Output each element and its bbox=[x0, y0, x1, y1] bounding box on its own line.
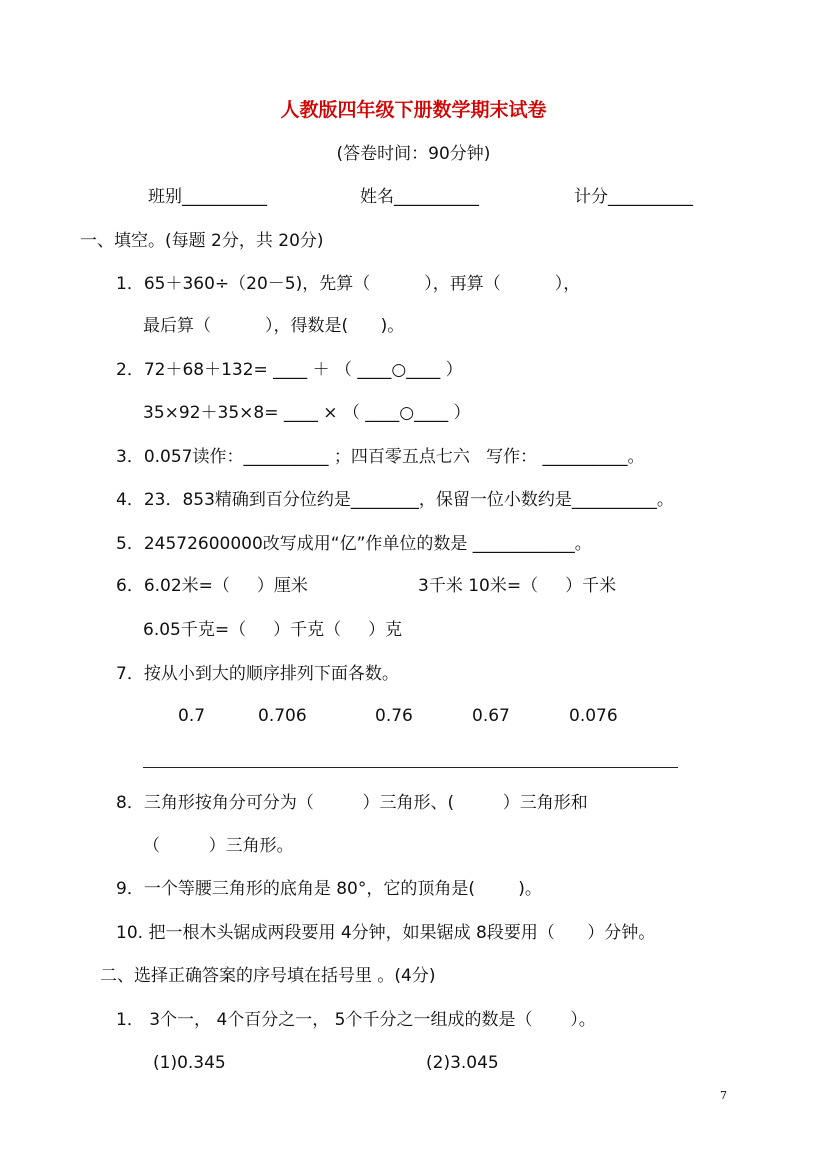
question-3: 3．0.057读作：__________ ；四百零五点七六 写作： __________。 bbox=[116, 447, 645, 467]
question-7-number: 0.76 bbox=[375, 706, 413, 726]
question-7-number: 0.7 bbox=[178, 706, 206, 726]
question-6-line-1-b: 3千米 10米=（ ）千米 bbox=[418, 576, 617, 596]
page-title: 人教版四年级下册数学期末试卷 bbox=[280, 99, 547, 121]
class-field: 班别__________ bbox=[148, 187, 267, 207]
question-2-line-2: 35×92＋35×8= ____ × （ ____○____ ） bbox=[143, 403, 471, 423]
question-6-line-1-a: 6．6.02米=（ ）厘米 bbox=[116, 576, 308, 596]
question-8-line-1: 8．三角形按角分可分为（ ）三角形、( ）三角形和 bbox=[116, 793, 588, 813]
question-8-line-2: （ ）三角形。 bbox=[143, 836, 294, 856]
choice-option: (2)3.045 bbox=[426, 1053, 499, 1073]
question-7-number: 0.076 bbox=[569, 706, 618, 726]
question-1-line-2: 最后算（ ），得数是( )。 bbox=[143, 316, 405, 336]
question-9: 9．一个等腰三角形的底角是 80°，它的顶角是( )。 bbox=[116, 879, 542, 899]
question-4: 4．23．853精确到百分位约是________，保留一位小数约是__________。 bbox=[116, 490, 674, 510]
question-10: 10. 把一根木头锯成两段要用 4分钟，如果锯成 8段要用（ ）分钟。 bbox=[116, 923, 656, 943]
choice-question-1: 1． 3个一， 4个百分之一， 5个千分之一组成的数是（ ）。 bbox=[116, 1010, 596, 1030]
score-field: 计分__________ bbox=[574, 187, 693, 207]
question-5: 5．24572600000改写成用“亿”作单位的数是 ____________。 bbox=[116, 534, 592, 554]
question-7-number: 0.706 bbox=[258, 706, 307, 726]
question-7-number: 0.67 bbox=[472, 706, 510, 726]
question-2-line-1: 2．72＋68＋132= ____ ＋ （ ____○____ ） bbox=[116, 360, 463, 380]
question-6-line-2: 6.05千克=（ ）千克（ ）克 bbox=[143, 620, 403, 640]
question-1-line-1: 1．65＋360÷（20－5)，先算（ ），再算（ ）， bbox=[116, 274, 581, 294]
page-number: 7 bbox=[720, 1089, 727, 1102]
question-7: 7．按从小到大的顺序排列下面各数。 bbox=[116, 664, 399, 684]
section-1-heading: 一、填空。(每题 2分，共 20分) bbox=[80, 231, 324, 251]
section-2-heading: 二、选择正确答案的序号填在括号里 。(4分) bbox=[100, 966, 436, 986]
exam-duration: (答卷时间：90分钟) bbox=[336, 144, 491, 164]
question-7-answer-line bbox=[143, 767, 678, 768]
name-field: 姓名__________ bbox=[360, 187, 479, 207]
choice-option: (1)0.345 bbox=[153, 1053, 226, 1073]
